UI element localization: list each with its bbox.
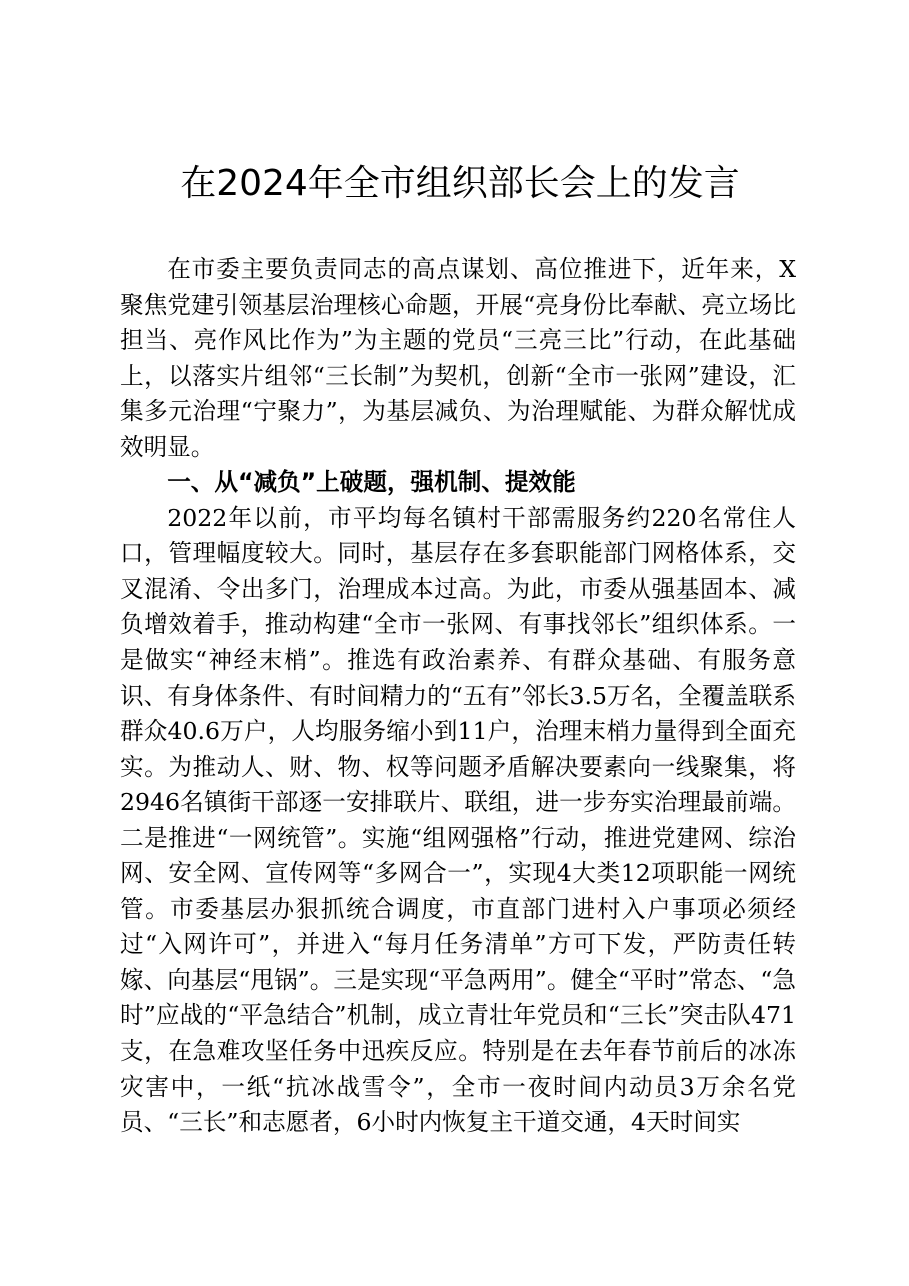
document-body: [120, 252, 796, 1141]
document-title: 在2024年全市组织部长会上的发言: [180, 163, 740, 204]
intro-paragraph: 在市委主要负责同志的高点谋划、高位推进下，近年来，X聚焦党建引领基层治理核心命题，开展“亮身份比奉献、亮立场比担当、亮作风比作为”为主题的党员“三亮三比”行动，在此基础上，以落实片组邻“三长制”为契机，创新“全市一张网”建设，汇集多元治理“宁聚力”，为基层减负、为治理赋能、为群众解忧成效明显。: [120, 255, 796, 461]
section-heading-1: 一、从“减负”上破题，强机制、提效能: [167, 468, 576, 497]
section-paragraph-1: 2022年以前，市平均每名镇村干部需服务约220名常住人口，管理幅度较大。同时，基层存在多套职能部门网格体系，交叉混淆、令出多门，治理成本过高。为此，市委从强基固本、减负增效着手，推动构建“全市一张网、有事找邻长”组织体系。一是做实“神经末梢”。推选有政治素养、有群众基础、有服务意识、有身体条件、有时间精力的“五有”邻长3.5万名，全覆盖联系群众40.6万户，人均服务缩小到11户，治理末梢力量得到全面充实。为推动人、财、物、权等问题矛盾解决要素向一线聚集，将2946名镇街干部逐一安排联片、联组，进一步夯实治理最前端。二是推进“一网统管”。实施“组网强格”行动，推进党建网、综治网、安全网、宣传网等“多网合一”，实现4大类12项职能一网统管。市委基层办狠抓统合调度，市直部门进村入户事项必须经过“入网许可”，并进入“每月任务清单”方可下发，严防责任转嫁、向基层“甩锅”。三是实现“平急两用”。健全“平时”常态、“急时”应战的“平急结合”机制，成立青壮年党员和“三长”突击队471支，在急难攻坚任务中迅疾反应。特别是在去年春节前后的冰冻灾害中，一纸“抗冰战雪令”，全市一夜时间内动员3万余名党员、“三长”和志愿者，6小时内恢复主干道交通，4天时间实: [120, 503, 796, 1137]
